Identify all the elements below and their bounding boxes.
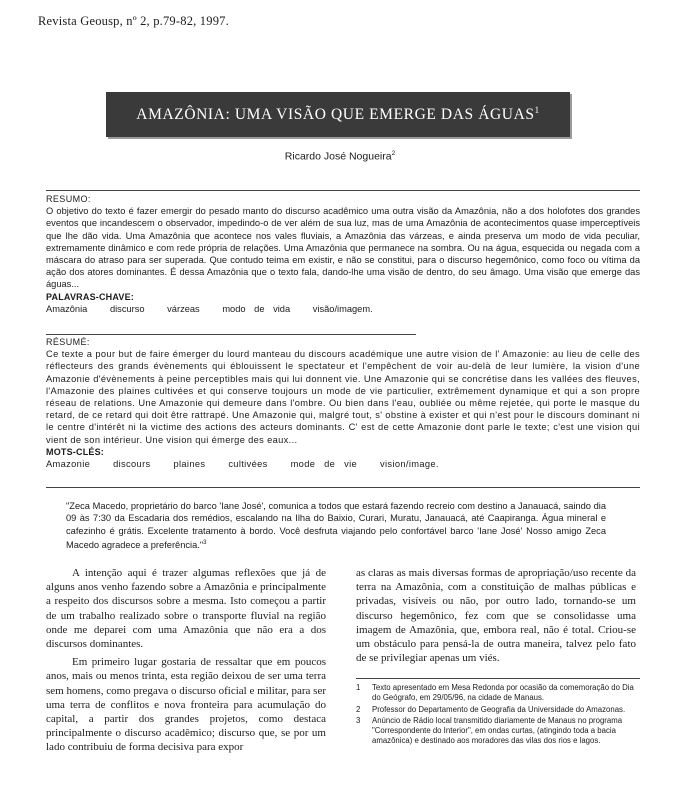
keyword: Amazonie — [46, 459, 91, 470]
keyword: Amazônia — [46, 303, 88, 314]
abstract-top-rule — [46, 190, 640, 191]
footnote — [356, 683, 640, 703]
mots-cles-list — [46, 458, 640, 470]
keyword: modo de vida — [222, 303, 291, 314]
keyword: mode de vie — [290, 459, 358, 470]
keyword: discurso — [109, 303, 145, 314]
running-head: Revista Geousp, nº 2, p.79-82, 1997. — [38, 14, 229, 28]
footnote — [356, 705, 640, 715]
footnote-text: Anúncio de Rádio local transmitido diariamente de Manaus no programa "Correspondente do Interior", em ondas curtas, (atingindo toda a bacia amazônica) e destinado aos moradores das vilas dos rios e lagos. — [372, 716, 623, 745]
epigraph-footnote-marker: 3 — [203, 540, 207, 547]
keyword: visão/imagem. — [312, 303, 373, 314]
article-title: AMAZÔNIA: UMA VISÃO QUE EMERGE DAS ÁGUAS$^1$ — [136, 104, 540, 124]
body-paragraph: A intenção aqui é trazer algumas reflexões que já de alguns anos venho fazendo sobre a Amazônia e principalmente a respeito dos discursos sobre a mesma. Isto começou a partir de um trabalho realizado sobre o transporte fluvial na região onde me deparei com uma Amazônia que não era a dos discursos dominantes. — [46, 567, 326, 651]
epigraph-text: "Zeca Macedo, proprietário do barco 'Iane José', comunica a todos que estará fazendo recreio com destino a Janauacá, saindo dia 09 às 7:30 da Escadaria dos remédios, escalando na Ilha do Baixio, Curari, Muratu, Janauacá, até Caapiranga. Água mineral e cafezinho é grátis. Excelente tratamento à bordo. Você desfruta viajando pelo confortável barco 'Iane José' Nosso amigo Zeca Macedo agradece a preferência." — [66, 501, 606, 551]
footnote — [356, 716, 640, 745]
footnote-text: Professor do Departamento de Geografia da Universidade do Amazonas. — [372, 704, 626, 714]
resume-text: Ce texte a pour but de faire émerger du lourd manteau du discours académique une autre vision de l' Amazonie: au lieu de celle des réflecteurs des grands évènements qui éblouissent le spectateur et l'empêchent de voir au-delà de leur lumière, la vision d'une Amazonie d'évènements à peine perceptibles mais qui lui donnent vie. Une Amazonie qui se concrétise dans les vallées des fleuves, l'Amazonie des plaines cultivées et qui conserve toujours un mode de vie particulier, extrêmement dynamique et qui a son propre réseau de relations. Une Amazonie qui demeure dans l'ombre. Ou bien dans l'eau, oubliée ou même rejetée, qui porte le masque du retard, de ce retard qui doit être rattrapé. Une Amazonie qui, malgré tout, s' obstine à exister et qui n'est pour le discours dominant ni le centre d'intérêt ni la victime des actions des acteurs dominants. C' est de cette Amazonie dont parle le texte; c'est une vision qui vient de son intérieur. Une vision qui émerge des eaux... — [46, 349, 640, 445]
body-column-left — [46, 566, 326, 759]
palavras-chave-heading: PALAVRAS-CHAVE: — [46, 291, 134, 302]
keyword: plaines — [173, 459, 206, 470]
resume-section — [46, 336, 640, 470]
resume-heading: RÉSUMÉ: — [46, 337, 90, 347]
footnote-number: 1 — [356, 683, 361, 692]
palavras-chave-list — [46, 303, 640, 315]
title-footnote-marker: 1 — [534, 104, 540, 115]
footnote-text: Texto apresentado em Mesa Redonda por ocasião da comemoração do Dia do Geógrafo, em 29/05/96, na cidade de Manaus. — [372, 683, 634, 702]
article-title-banner — [106, 92, 570, 137]
footnotes — [356, 678, 640, 748]
epigraph-quote — [66, 500, 606, 552]
keyword: cultivées — [228, 459, 268, 470]
body-paragraph: Em primeiro lugar gostaria de ressaltar que em poucos anos, mais ou menos trinta, esta região deixou de ser uma terra sem homens, como pregava o discurso oficial e militar, para ser uma terra de conflitos e nova fronteira para acumulação do capital, a partir dos grandes projetos, como destaca principalmente o discurso acadêmico; discurso que, se por um lado contribuiu de forma decisiva para expor — [46, 656, 326, 754]
body-column-right — [356, 566, 636, 669]
footnote-number: 2 — [356, 704, 361, 714]
footnote-number: 3 — [356, 716, 361, 726]
author-name: Ricardo José Nogueira — [284, 150, 392, 163]
author-line — [0, 150, 680, 163]
resumo-section — [46, 193, 640, 315]
body-paragraph: as claras as mais diversas formas de apropriação/uso recente da terra na Amazônia, com a constituição de malhas públicas e privadas, visíveis ou não, por outro lado, tornando-se um discurso hegemônico, fez com que se consolidasse uma imagem de Amazônia, que, embora real, não é total. Criou-se um obstáculo para pensá-la de outra maneira, talvez pelo fato de se privilegiar apenas um viés. — [356, 567, 636, 665]
resumo-text: O objetivo do texto é fazer emergir do pesado manto do discurso acadêmico uma outra visão da Amazônia, não a dos holofotes dos grandes eventos que incandescem o observador, impedindo-o de ver além de sua luz, mas de uma Amazônia de acontecimentos quase imperceptíveis que lhe dão vida. Uma Amazônia que acontece nos vales fluviais, a Amazônia das várzeas, e ainda preserva um modo de vida peculiar, extremamente dinâmico e com rede própria de relações. Uma Amazônia que permanece na sombra. Ou na água, esquecida ou negada com a máscara do atraso para ser superada. Que contudo teima em existir, e não se constitui, para o discurso hegemônico, como foco ou vítima da ação dos atores dominantes. É dessa Amazônia que o texto fala, dando-lhe uma visão de dentro, do seu âmago. Uma visão que emerge das águas... — [46, 206, 640, 290]
resumo-heading: RESUMO: — [46, 194, 91, 204]
keyword: várzeas — [167, 303, 200, 314]
author-footnote-marker: 2 — [391, 150, 396, 157]
keyword: vision/image. — [380, 459, 439, 470]
keyword: discours — [113, 459, 151, 470]
mots-cles-heading: MOTS-CLÉS: — [46, 446, 104, 457]
abstract-bottom-rule — [46, 487, 640, 488]
abstract-divider-rule — [46, 334, 416, 335]
